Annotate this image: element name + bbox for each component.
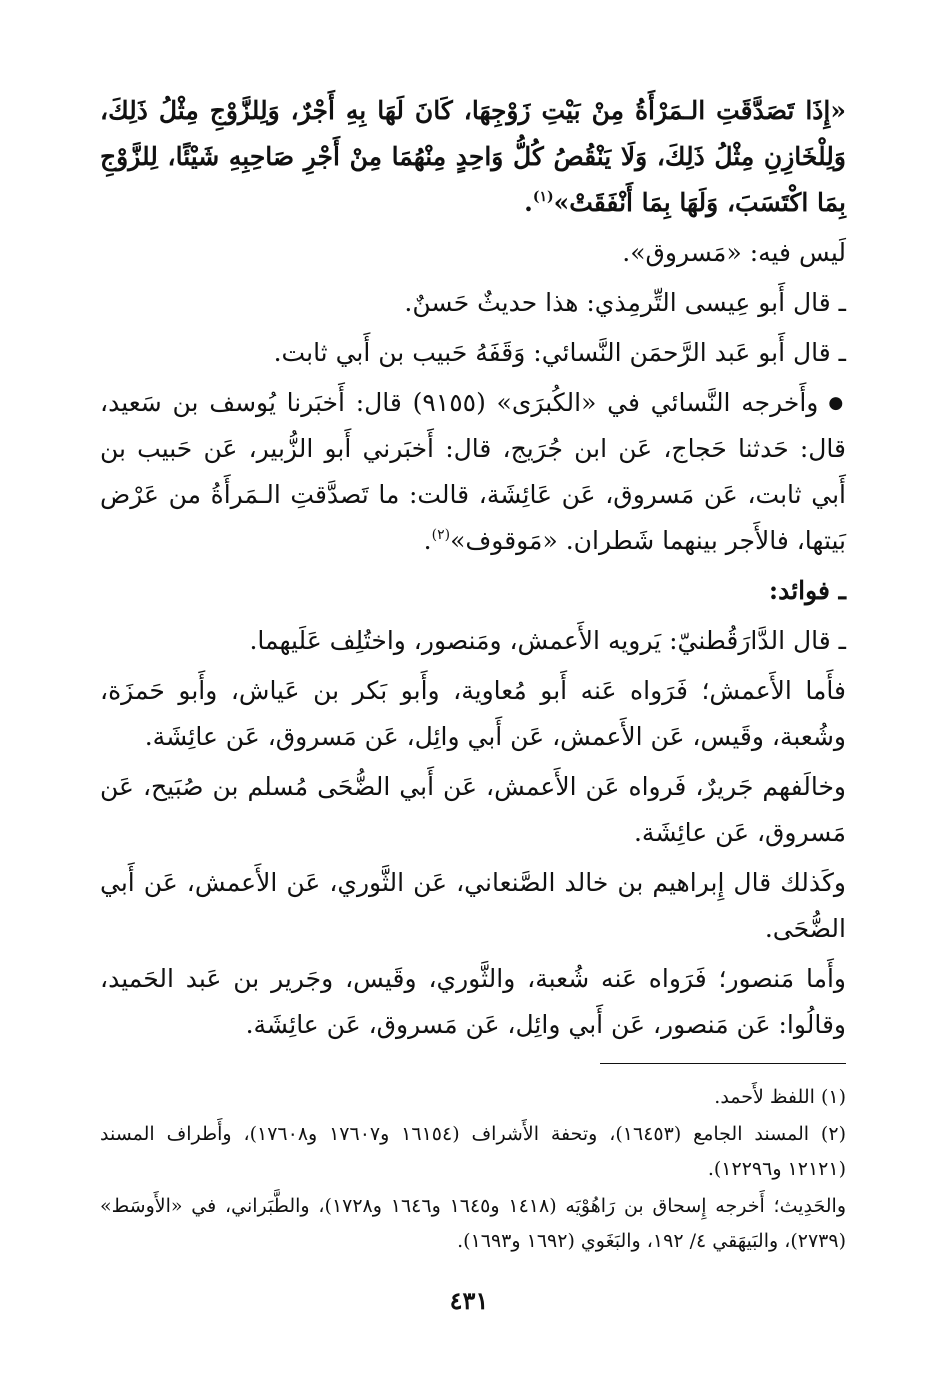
jarir-paragraph: وخالَفهم جَريرٌ، فَرواه عَن الأَعمش، عَن أَبي الضُّحَى مُسلم بن صُبَيح، عَن مَسروق، عَن عائِشَة. xyxy=(100,772,846,847)
hadith-text: «إِذَا تَصَدَّقَتِ الـمَرْأَةُ مِنْ بَيْتِ زَوْجِهَا، كَانَ لَهَا بِهِ أَجْرٌ، وَلِلزَّوْجِ مِثْلُ ذَلِكَ، وَلِلْخَازِنِ مِثْلُ ذَلِكَ، وَلَا يَنْقُصُ كُلُّ وَاحِدٍ مِنْهُمَا مِنْ أَجْرِ صَاحِبِهِ شَيْئًا، لِلزَّوْجِ بِمَا اكْتَسَبَ، وَلَهَا بِمَا أَنْفَقَتْ» xyxy=(100,96,846,217)
footnote-3: والحَدِيث؛ أَخرجه إِسحاق بن رَاهُوْيَه (١٤١٨ و١٦٤٥ و١٦٤٦ و١٧٢٨)، والطَّبَراني، في «الأَوسَط» (٢٧٣٩)، والبَيهَقي ٤/ ١٩٢، والبَغَوي (١٦٩٢ و١٦٩٣). xyxy=(100,1195,847,1252)
bullet-text: وأَخرجه النَّسائي في «الكُبرَى» (٩١٥٥) قال: أَخبَرنا يُوسف بن سَعيد، قال: حَدثنا حَجاج، عَن ابن جُرَيج، قال: أَخبَرني أَبو الزُّبير، عَن حَبيب بن أَبي ثابت، عَن مَسروق، عَن عَائِشَة، قالت: ما تَصدَّقتِ الـمَرأَةُ من عَرْض بَيتها، فالأَجر بينهما شَطران. «مَوقوف» xyxy=(100,388,846,555)
footnote-ref-2[interactable]: (٢) xyxy=(431,527,451,543)
daraqutni-line: ـ قال الدَّارَقُطنيّ: يَرويه الأَعمش، ومَنصور، واختُلِف عَلَيهما. xyxy=(249,626,846,655)
footnote-ref-1[interactable]: (١) xyxy=(532,189,554,205)
footnotes xyxy=(100,1080,846,1259)
hadith-paragraph xyxy=(100,88,846,226)
nasai-line: ـ قال أَبو عَبد الرَّحمَن النَّسائي: وَقَفَهُ حَبيب بن أَبي ثابت. xyxy=(273,338,846,367)
footnote-divider xyxy=(600,1063,846,1064)
bullet-paragraph xyxy=(100,380,846,564)
bullet-end: . xyxy=(423,526,432,555)
hadith-end: . xyxy=(524,188,533,217)
laysa-line: لَيس فيه: «مَسروق». xyxy=(622,238,846,267)
amash-paragraph: فأَما الأَعمش؛ فَرَواه عَنه أَبو مُعاوية، وأَبو بَكر بن عَياش، وأَبو حَمزَة، وشُعبة، وقَيس، عَن الأَعمش، عَن أَبي وائِل، عَن مَسروق، عَن عائِشَة. xyxy=(100,676,846,751)
tirmidhi-line: ـ قال أَبو عِيسى التِّرمِذي: هذا حديثٌ حَسنٌ. xyxy=(404,288,846,317)
fawaid-heading: ـ فوائد: xyxy=(768,576,846,605)
ibrahim-paragraph: وكَذلك قال إِبراهيم بن خالد الصَّنعاني، عَن الثَّوري، عَن الأَعمش، عَن أَبي الضُّحَى. xyxy=(100,868,846,943)
footnote-2: (٢) المسند الجامع (١٦٤٥٣)، وتحفة الأَشراف (١٦١٥٤ و١٧٦٠٧ و١٧٦٠٨)، وأَطراف المسند (١٢١٢١ و١٢٢٩٦). xyxy=(100,1123,846,1180)
main-text xyxy=(100,88,846,1048)
footnote-1: (١) اللفظ لأَحمد. xyxy=(714,1086,846,1108)
page-number: ٤٣١ xyxy=(449,1286,489,1315)
mansur-paragraph: وأَما مَنصور؛ فَرَواه عَنه شُعبة، والثَّوري، وقَيس، وجَرير بن عَبد الحَميد، وقالُوا: عَن مَنصور، عَن أَبي وائِل، عَن مَسروق، عَن عائِشَة. xyxy=(100,964,846,1039)
